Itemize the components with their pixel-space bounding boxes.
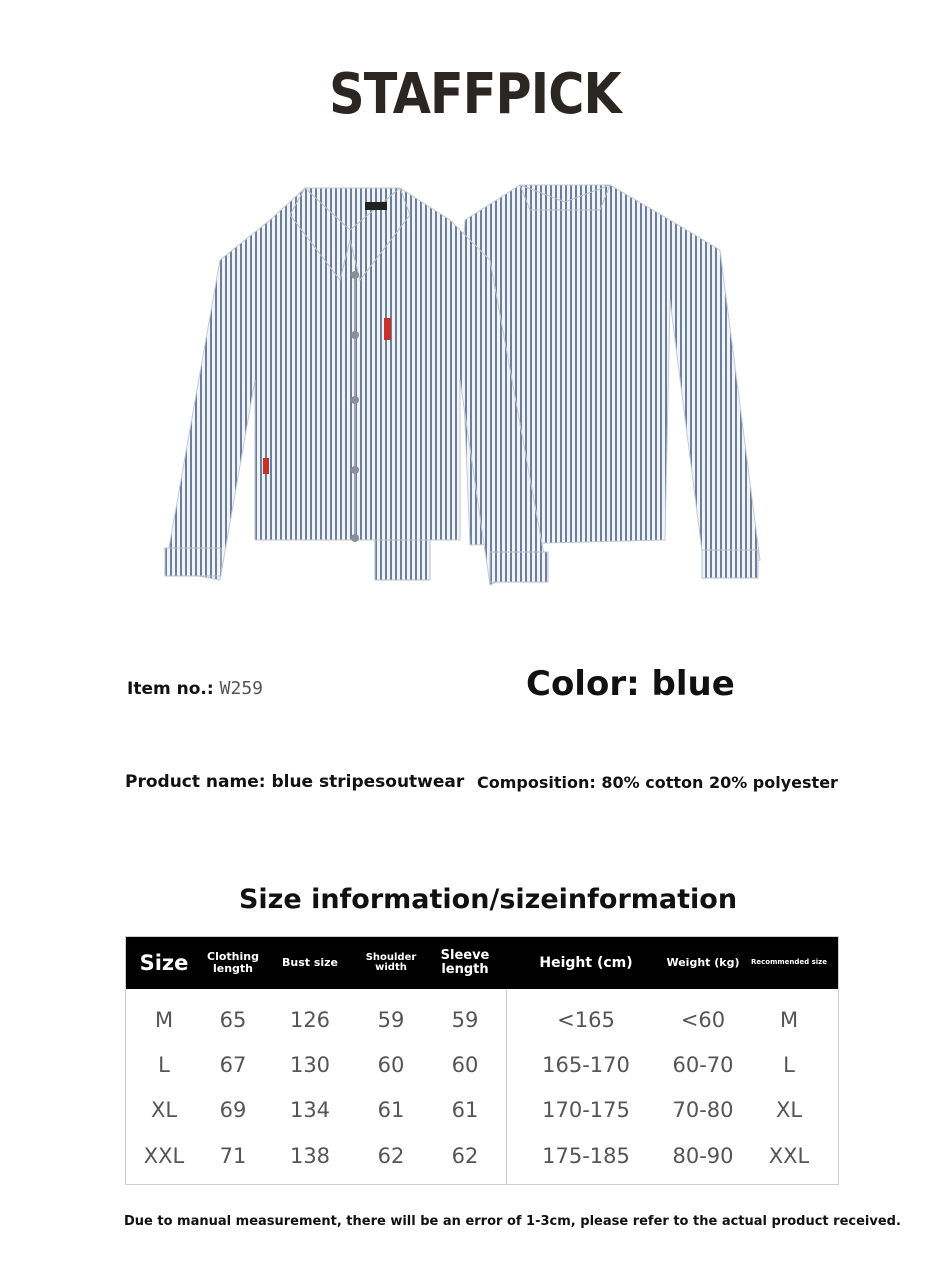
cell-clothing-length: 69 — [219, 1097, 247, 1122]
color-label: Color: blue — [526, 664, 735, 704]
cell-size: XL — [150, 1097, 178, 1122]
cell-bust-size: 134 — [289, 1097, 331, 1122]
cell-size: XXL — [143, 1143, 185, 1168]
header-height: Height (cm) — [539, 954, 633, 971]
header-weight: Weight (kg) — [666, 956, 740, 970]
item-number-value: W259 — [219, 678, 264, 699]
item-number — [127, 678, 263, 699]
table-row — [126, 1042, 838, 1087]
cell-height: 170-175 — [542, 1097, 630, 1122]
size-table-header — [126, 937, 838, 989]
cell-height: 165-170 — [542, 1052, 630, 1077]
cell-bust-size: 138 — [289, 1143, 331, 1168]
cell-shoulder-width: 60 — [377, 1052, 405, 1077]
cell-bust-size: 130 — [289, 1052, 331, 1077]
cell-weight: <60 — [680, 1007, 726, 1032]
cell-recommended-size: L — [783, 1052, 795, 1077]
cell-weight: 80-90 — [672, 1143, 734, 1168]
cell-sleeve-length: 59 — [451, 1007, 479, 1032]
cell-clothing-length: 65 — [219, 1007, 247, 1032]
cell-recommended-size: XL — [775, 1097, 803, 1122]
cell-recommended-size: M — [779, 1007, 799, 1032]
brand-logo: STAFFPICK — [329, 62, 621, 127]
table-row — [126, 997, 838, 1042]
header-clothing-length: Clothing length — [207, 950, 259, 975]
cell-sleeve-length: 62 — [451, 1143, 479, 1168]
cell-recommended-size: XXL — [768, 1143, 810, 1168]
cell-weight: 60-70 — [672, 1052, 734, 1077]
cell-clothing-length: 67 — [219, 1052, 247, 1077]
measurement-footnote: Due to manual measurement, there will be an error of 1-3cm, please refer to the actual product received. — [124, 1214, 901, 1229]
composition: Composition: 80% cotton 20% polyester — [477, 773, 838, 792]
cell-size: L — [158, 1052, 170, 1077]
table-row — [126, 1087, 838, 1132]
cell-shoulder-width: 59 — [377, 1007, 405, 1032]
cell-sleeve-length: 61 — [451, 1097, 479, 1122]
cell-clothing-length: 71 — [219, 1143, 247, 1168]
cell-weight: 70-80 — [672, 1097, 734, 1122]
product-photo — [160, 180, 770, 600]
header-recommended-size: Recommended size — [750, 958, 827, 967]
header-bust-size: Bust size — [281, 956, 339, 970]
header-size: Size — [139, 950, 189, 975]
cell-shoulder-width: 61 — [377, 1097, 405, 1122]
cell-height: <165 — [557, 1007, 615, 1032]
size-table — [125, 936, 839, 1185]
header-sleeve-length: Sleeve length — [440, 948, 490, 977]
header-shoulder-width: Shoulder width — [365, 951, 417, 973]
table-row — [126, 1133, 838, 1178]
cell-size: M — [154, 1007, 174, 1032]
product-name: Product name: blue stripesoutwear — [125, 772, 465, 792]
cell-bust-size: 126 — [289, 1007, 331, 1032]
size-info-title: Size information/sizeinformation — [238, 884, 738, 915]
item-number-label: Item no.: — [127, 679, 214, 699]
cell-sleeve-length: 60 — [451, 1052, 479, 1077]
cell-height: 175-185 — [542, 1143, 630, 1168]
cell-shoulder-width: 62 — [377, 1143, 405, 1168]
